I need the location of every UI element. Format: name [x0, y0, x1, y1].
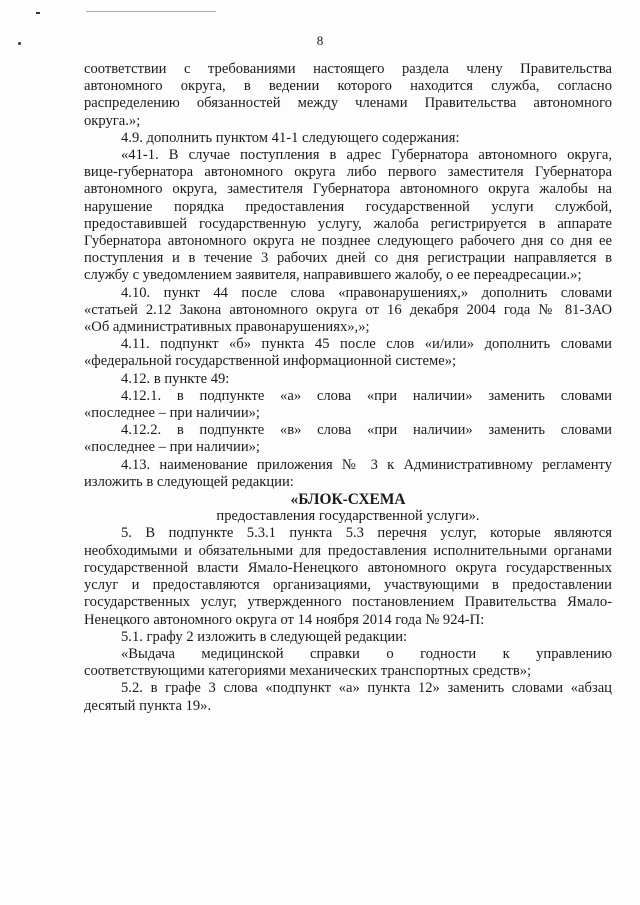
text-line: государственной власти Ямало-Ненецкого автономного округа государственных [84, 559, 612, 576]
text-line: округа.»; [84, 112, 141, 129]
text-line: предоставившей государственную услугу, жалоба регистрируется в аппарате [84, 215, 612, 232]
text-line: «статьей 2.12 Закона автономного округа от 16 декабря 2004 года № 81-ЗАО [84, 301, 612, 318]
text-line: автономного округа, в ведении которого находится служба, согласно [84, 78, 612, 95]
text-line: десятый пункта 19». [84, 697, 212, 714]
text-line: 4.12.1. в подпункте «а» слова «при наличии» заменить словами [121, 387, 612, 404]
text-line: государственных услуг, утвержденного постановлением Правительства Ямало- [84, 594, 612, 611]
text-line: Губернатора автономного округа не позднее следующего рабочего дня со дня ее [84, 233, 612, 250]
text-line: услуг и предоставляются организациями, участвующими в предоставлении [84, 577, 612, 594]
text-line: «федеральной государственной информационной системе»; [84, 353, 457, 370]
text-line: 5. В подпункте 5.3.1 пункта 5.3 перечня услуг, которые являются [121, 525, 612, 542]
section-heading: «БЛОК-СХЕМА [290, 491, 406, 509]
text-line: необходимыми и обязательными для предоставления исполнительными органами [84, 542, 612, 559]
text-line: соответствии с требованиями настоящего раздела члену Правительства [84, 61, 612, 77]
text-line: «Об административных правонарушениях»,»; [84, 319, 370, 336]
page-number: 8 [316, 33, 324, 48]
scan-artifact-line [86, 11, 216, 12]
text-line: нарушение порядка предоставления государственной услуги службой, [84, 198, 612, 215]
text-line: «41-1. В случае поступления в адрес Губернатора автономного округа, [121, 147, 612, 164]
text-line: соответствующими категориями механических транспортных средств»; [84, 663, 532, 680]
text-line: предоставления государственной услуги». [216, 508, 480, 525]
text-line: автономного округа, заместителя Губернатора автономного округа жалобы на [84, 181, 612, 198]
text-line: распределению обязанностей между членами Правительства автономного [84, 95, 612, 112]
text-line: 4.10. пункт 44 после слова «правонарушениях,» дополнить словами [121, 284, 612, 301]
text-line: 5.2. в графе 3 слова «подпункт «а» пункта 12» заменить словами «абзац [121, 680, 612, 697]
text-line: 4.13. наименование приложения № 3 к Административному регламенту [121, 456, 612, 473]
text-line: «последнее – при наличии»; [84, 405, 260, 422]
text-line: 4.11. подпункт «б» пункта 45 после слов «и/или» дополнить словами [121, 336, 612, 353]
text-line: «Выдача медицинской справки о годности к управлению [121, 645, 612, 662]
text-line: «последнее – при наличии»; [84, 439, 260, 456]
document-body [84, 61, 612, 715]
scan-artifact-mark [36, 12, 40, 14]
text-line: вице-губернатора автономного округа либо первого заместителя Губернатора [84, 164, 612, 181]
text-line: изложить в следующей редакции: [84, 473, 294, 490]
text-line: поступления и в течение 3 рабочих дней со дня регистрации направляется в [84, 250, 612, 267]
text-line: Ненецкого автономного округа от 14 ноября 2014 года № 924-П: [84, 611, 485, 628]
text-line: 5.1. графу 2 изложить в следующей редакции: [121, 628, 408, 645]
text-line: службу с уведомлением заявителя, направившего жалобу, о ее переадресации.»; [84, 267, 582, 284]
text-line: 4.12. в пункте 49: [121, 370, 230, 387]
text-line: 4.12.2. в подпункте «в» слова «при наличии» заменить словами [121, 422, 612, 439]
text-line: 4.9. дополнить пунктом 41-1 следующего содержания: [121, 129, 460, 146]
